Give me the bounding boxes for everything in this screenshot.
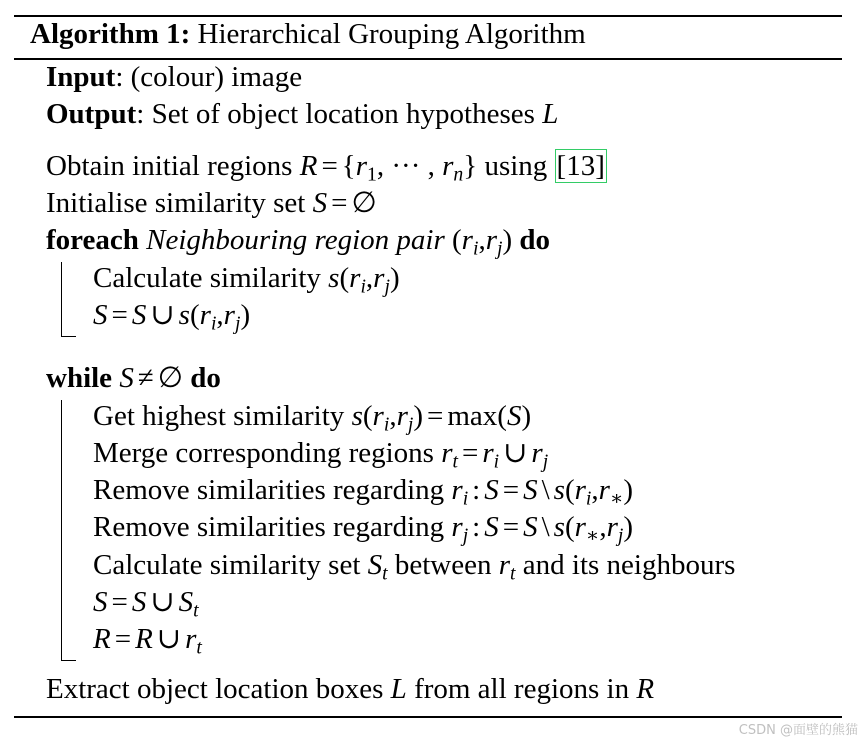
- step-calc-set: Calculate similarity set $S_t$ between $r_t$ and its neighbours: [93, 549, 736, 585]
- foreach-bracket: [61, 262, 76, 337]
- step-init: Initialise similarity set S = ∅: [46, 187, 377, 219]
- step-calc-sim: Calculate similarity $s(r_i,r_j)$: [93, 262, 400, 298]
- step-foreach: foreach Neighbouring region pair $(r_i,r_j)$ do: [46, 224, 551, 260]
- step-union-st: S = S ∪ $S_t$: [93, 586, 199, 622]
- step-merge: Merge corresponding regions $r_t = r_i$ ∪ $r_j$: [93, 437, 549, 473]
- input-line: Input: (colour) image: [46, 61, 303, 93]
- step-remove-i: Remove similarities regarding $r_i$ : S = S \ $s(r_i,r∗)$: [93, 474, 634, 510]
- algorithm-label: Algorithm 1:: [30, 18, 191, 50]
- step-get-highest: Get highest similarity $s(r_i,r_j) = \max(S)$: [93, 400, 532, 436]
- step-union-s: S = S ∪ $s(r_i,r_j)$: [93, 299, 251, 335]
- step-while: while S ≠ ∅ do: [46, 362, 221, 394]
- bottom-rule: [14, 716, 842, 718]
- step-union-rt: R = R ∪ $r_t$: [93, 623, 202, 659]
- algorithm-title: [30, 17, 586, 51]
- while-bracket: [61, 400, 76, 661]
- step-obtain: Obtain initial regions R = {r1, ··· , $r_n$} using [13]: [46, 150, 605, 186]
- step-remove-j: Remove similarities regarding $r_j$ : S = S \ $s(r∗,r_j)$: [93, 511, 634, 547]
- output-line: Output: Set of object location hypotheses L: [46, 98, 559, 130]
- algorithm-name: Hierarchical Grouping Algorithm: [197, 18, 586, 50]
- step-extract: Extract object location boxes L from all regions in R: [46, 673, 655, 705]
- citation-link[interactable]: [13]: [556, 150, 605, 182]
- watermark: CSDN @面壁的熊猫: [738, 723, 858, 738]
